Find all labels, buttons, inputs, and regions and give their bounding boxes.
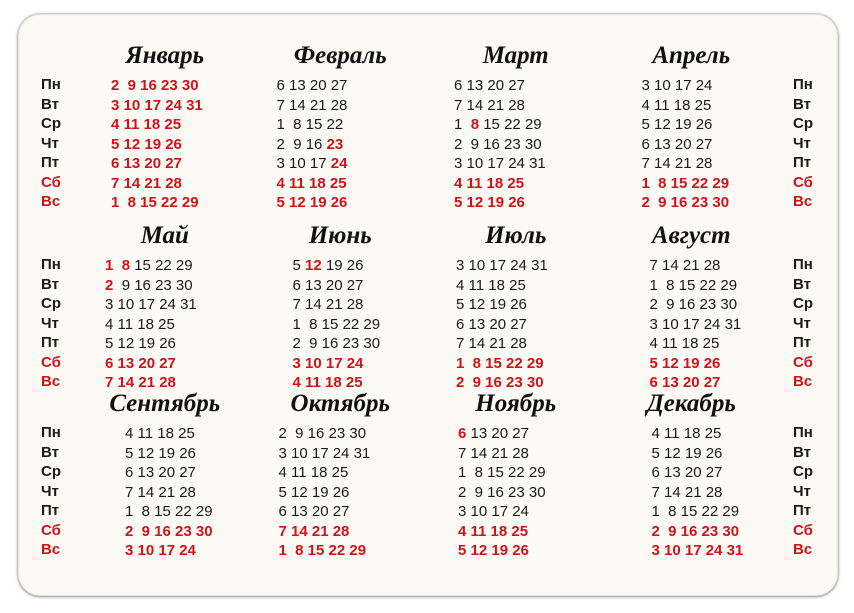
dayname-thu: Чт [41,314,59,332]
week-row: 3 10 17 24 31 [456,257,548,274]
quarter-row-2 [19,221,837,389]
dayname-sat: Сб [41,173,61,191]
week-row: 3 10 17 24 [125,542,196,559]
week-row: 6 13 20 27 [105,354,176,372]
quarter-row-1 [19,15,837,221]
dayname-wed: Ср [41,463,61,480]
dayname-sun: Вс [793,541,813,558]
week-row: 2 9 16 23 30 [651,522,740,540]
week-row: 3 10 17 24 31 [278,444,371,462]
week-row: 6 13 20 27 [641,135,713,153]
daynames-column-left-q3 [19,389,77,560]
dayname-tue: Вт [41,443,59,461]
month-weeks-december [608,424,776,561]
daynames-column-right-q1 [779,41,837,212]
quarter-row-3 [19,389,837,561]
week-row: 7 14 21 28 [651,483,723,501]
dayname-fri: Пт [793,334,812,351]
month-weeks-june [257,256,425,393]
month-weeks-april [608,76,776,213]
dayname-mon: Пн [41,424,61,441]
week-row: 7 14 21 28 [125,483,196,501]
week-row: 1 8 15 22 29 [278,542,367,559]
week-row: 6 13 20 27 [278,503,350,520]
week-row: 4 11 18 25 [292,374,363,391]
week-row: 1 8 15 22 [276,116,344,133]
week-row: 3 10 17 24 [276,155,348,172]
dayname-mon: Пн [41,76,61,93]
dayname-sun: Вс [41,373,61,390]
month-weeks-october [257,424,425,561]
week-row: 2 9 16 23 30 [125,522,213,540]
week-row: 2 9 16 23 30 [454,135,542,153]
dayname-mon: Пн [793,424,813,441]
dayname-sat: Сб [41,353,61,371]
week-row: 4 11 18 25 [278,464,349,481]
month-weeks-february [257,76,425,213]
dayname-fri: Пт [41,334,60,351]
week-row: 3 10 17 24 [458,503,529,520]
week-row: 7 14 21 28 [111,174,182,192]
week-row: 2 9 16 23 30 [641,194,730,211]
week-row: 4 11 18 25 [125,425,195,442]
month-block-april [604,41,780,213]
week-row: 7 14 21 28 [292,296,364,313]
week-row: 5 12 19 26 [125,444,196,462]
month-title-april: Апрель [652,42,731,69]
dayname-tue: Вт [793,95,811,113]
week-row: 4 11 18 25 [651,425,722,442]
month-title-may: Май [140,222,189,249]
month-title-february: Февраль [293,42,387,69]
dayname-tue: Вт [41,95,59,113]
week-row: 4 11 18 25 [111,116,182,133]
week-row: 7 14 21 28 [641,155,713,172]
week-row: 6 13 20 27 [649,374,721,391]
month-block-october [253,389,429,561]
dayname-thu: Чт [41,482,59,500]
week-row: 7 14 21 28 [649,257,721,274]
week-row: 2 9 16 23 [276,135,344,153]
week-row: 1 8 15 22 29 [641,174,730,192]
month-weeks-july [432,256,600,393]
week-row: 4 11 18 25 [458,522,529,540]
week-row: 5 12 19 26 [649,354,721,372]
week-row: 5 12 19 26 [458,542,529,559]
month-title-june: Июнь [308,222,372,249]
dayname-sat: Сб [793,521,813,539]
dayname-sat: Сб [793,353,813,371]
dayname-wed: Ср [793,115,813,132]
daynames-column-left-q2 [19,221,77,392]
dayname-tue: Вт [793,275,811,293]
week-row: 5 12 19 26 [641,116,713,133]
month-weeks-september [81,424,249,561]
week-row: 4 11 18 25 [641,96,712,114]
week-row: 1 8 15 22 29 [454,116,542,133]
month-title-september: Сентябрь [109,390,221,417]
month-title-november: Ноябрь [475,390,557,417]
week-row: 5 12 19 26 [111,135,182,153]
week-row: 5 12 19 26 [292,257,364,274]
month-block-november [428,389,604,561]
dayname-sun: Вс [41,193,61,210]
dayname-sun: Вс [41,541,61,558]
week-row: 2 9 16 23 30 [292,335,381,352]
week-row: 1 8 15 22 29 [456,354,544,372]
month-block-december [604,389,780,561]
dayname-fri: Пт [41,502,60,519]
month-weeks-january [81,76,249,213]
week-row: 6 13 20 27 [276,77,348,94]
dayname-wed: Ср [793,295,813,312]
week-row: 3 10 17 24 31 [111,96,203,114]
dayname-wed: Ср [793,463,813,480]
month-weeks-march [432,76,600,213]
week-row: 6 13 20 27 [651,464,723,481]
month-title-october: Октябрь [290,390,390,417]
week-row: 6 13 20 27 [458,425,529,442]
month-title-january: Январь [125,42,205,69]
week-row: 4 11 18 25 [454,174,525,192]
week-row: 5 12 19 26 [276,194,348,211]
daynames-column-right-q3 [779,389,837,560]
week-row: 7 14 21 28 [454,96,525,114]
dayname-wed: Ср [41,295,61,312]
month-block-january [77,41,253,213]
week-row: 7 14 21 28 [458,444,529,462]
week-row: 3 10 17 24 31 [105,296,197,313]
month-weeks-august [608,256,776,393]
week-row: 7 14 21 28 [456,335,527,352]
week-row: 2 9 16 23 30 [458,483,546,501]
week-row: 5 12 19 26 [456,296,527,313]
month-weeks-november [432,424,600,561]
week-row: 1 8 15 22 29 [651,503,740,520]
month-title-march: Март [482,42,549,69]
week-row: 4 11 18 25 [276,174,347,192]
month-block-august [604,221,780,393]
dayname-sat: Сб [41,521,61,539]
dayname-fri: Пт [41,154,60,171]
week-row: 1 8 15 22 29 [292,315,381,333]
week-row: 3 10 17 24 [292,354,364,372]
week-row: 1 8 15 22 29 [458,464,546,481]
week-row: 7 14 21 28 [278,522,350,540]
week-row: 4 11 18 25 [456,276,526,294]
daynames-column-left-q1 [19,41,77,212]
week-row: 3 10 17 24 31 [454,155,546,172]
week-row: 1 8 15 22 29 [125,503,213,520]
dayname-sun: Вс [793,193,813,210]
week-row: 2 9 16 23 30 [456,374,544,391]
week-row: 5 12 19 26 [278,483,350,501]
week-row: 1 8 15 22 29 [111,194,199,211]
week-row: 3 10 17 24 31 [649,315,742,333]
week-row: 6 13 20 27 [292,276,364,294]
dayname-thu: Чт [793,482,811,500]
week-row: 6 13 20 27 [456,315,527,333]
month-block-june [253,221,429,393]
month-block-may [77,221,253,393]
dayname-thu: Чт [41,134,59,152]
week-row: 6 13 20 27 [111,155,182,172]
month-block-february [253,41,429,213]
week-row: 5 12 19 26 [105,335,176,352]
month-block-march [428,41,604,213]
calendar-card [18,14,838,596]
dayname-tue: Вт [41,275,59,293]
week-row: 3 10 17 24 31 [651,542,744,559]
month-block-september [77,389,253,561]
week-row: 2 9 16 23 30 [111,77,199,94]
dayname-mon: Пн [41,256,61,273]
week-row: 1 8 15 22 29 [105,257,193,274]
week-row: 4 11 18 25 [649,335,720,352]
month-block-july [428,221,604,393]
calendar-grid [19,15,837,595]
week-row: 6 13 20 27 [125,464,196,481]
dayname-mon: Пн [793,256,813,273]
month-weeks-may [81,256,249,393]
week-row: 5 12 19 26 [651,444,723,462]
week-row: 4 11 18 25 [105,315,175,333]
week-row: 7 14 21 28 [105,374,176,391]
week-row: 6 13 20 27 [454,77,525,94]
month-title-december: Декабрь [646,390,736,417]
daynames-column-right-q2 [779,221,837,392]
dayname-fri: Пт [793,502,812,519]
week-row: 7 14 21 28 [276,96,348,114]
dayname-thu: Чт [793,134,811,152]
month-title-july: Июль [485,222,547,249]
dayname-tue: Вт [793,443,811,461]
dayname-mon: Пн [793,76,813,93]
dayname-thu: Чт [793,314,811,332]
dayname-sat: Сб [793,173,813,191]
dayname-sun: Вс [793,373,813,390]
week-row: 2 9 16 23 30 [105,276,193,294]
week-row: 3 10 17 24 [641,77,713,94]
dayname-wed: Ср [41,115,61,132]
week-row: 5 12 19 26 [454,194,525,211]
week-row: 2 9 16 23 30 [278,425,367,442]
month-title-august: Август [651,222,731,249]
dayname-fri: Пт [793,154,812,171]
week-row: 1 8 15 22 29 [649,276,738,294]
week-row: 2 9 16 23 30 [649,296,738,313]
